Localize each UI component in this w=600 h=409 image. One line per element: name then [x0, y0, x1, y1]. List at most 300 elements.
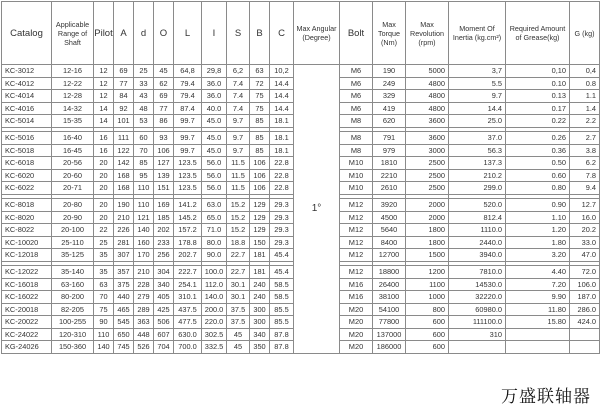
spec-cell: 9.7: [227, 115, 250, 128]
spec-cell: 25-110: [52, 236, 94, 249]
header-moment-of-inertia: Moment Of Inertia (kg.cm²): [449, 2, 506, 65]
spec-cell: 15-35: [52, 115, 94, 128]
max-angle-cell: 1°: [294, 65, 340, 354]
header-max-torque: Max Torque (Nm): [373, 2, 406, 65]
spec-cell: 1000: [406, 291, 449, 304]
spec-cell: 437.5: [174, 303, 202, 316]
spec-cell: 286.0: [570, 303, 600, 316]
spec-cell: M10: [340, 169, 373, 182]
spec-cell: 202.7: [174, 249, 202, 262]
spec-cell: 100-255: [52, 316, 94, 329]
catalog-cell: KC-4014: [2, 90, 52, 103]
spec-cell: 86: [154, 115, 174, 128]
catalog-cell: KC-4012: [2, 77, 52, 90]
spec-cell: 80-200: [52, 291, 94, 304]
spec-cell: 77: [154, 102, 174, 115]
spec-cell: 2440.0: [449, 236, 506, 249]
spec-cell: 56.0: [202, 157, 227, 170]
spec-cell: 85: [250, 144, 270, 157]
spec-cell: 53: [134, 115, 154, 128]
spec-cell: 90.0: [202, 249, 227, 262]
spec-cell: 190: [373, 65, 406, 78]
spec-cell: 123.5: [174, 182, 202, 195]
spec-cell: 129: [250, 224, 270, 237]
spec-cell: 9.90: [506, 291, 570, 304]
spec-cell: 0.80: [506, 182, 570, 195]
spec-cell: 440: [114, 291, 134, 304]
spec-cell: 2500: [406, 169, 449, 182]
spec-cell: 70: [94, 291, 114, 304]
spec-cell: 36.0: [202, 77, 227, 90]
spec-cell: 25.0: [449, 115, 506, 128]
spec-cell: 75: [250, 90, 270, 103]
spec-cell: 47.0: [570, 249, 600, 262]
spec-cell: 350: [250, 341, 270, 354]
spec-cell: 75: [250, 102, 270, 115]
spec-cell: 2500: [406, 182, 449, 195]
spec-cell: 20-60: [52, 169, 94, 182]
spec-cell: 40.0: [202, 102, 227, 115]
spec-cell: 82-205: [52, 303, 94, 316]
spec-cell: 3,7: [449, 65, 506, 78]
spec-cell: 22.8: [270, 182, 294, 195]
spec-cell: 233: [154, 236, 174, 249]
spec-cell: M16: [340, 278, 373, 291]
spec-cell: 62: [154, 77, 174, 90]
spec-cell: 45.4: [270, 249, 294, 262]
spec-cell: 302.5: [202, 328, 227, 341]
spec-cell: 137000: [373, 328, 406, 341]
coupling-spec-table: [1, 1, 600, 354]
spec-cell: 3000: [406, 144, 449, 157]
spec-cell: 87.4: [174, 102, 202, 115]
spec-cell: 650: [114, 328, 134, 341]
spec-cell: 340: [250, 328, 270, 341]
spec-cell: 185: [154, 211, 174, 224]
spec-cell: 181: [250, 265, 270, 278]
spec-cell: M6: [340, 90, 373, 103]
spec-cell: 7.8: [570, 169, 600, 182]
spec-cell: 12: [94, 77, 114, 90]
spec-cell: 45.0: [202, 131, 227, 144]
spec-cell: M20: [340, 341, 373, 354]
spec-cell: 145.2: [174, 211, 202, 224]
spec-cell: 56.3: [449, 144, 506, 157]
spec-cell: 22.7: [227, 265, 250, 278]
spec-cell: 256: [154, 249, 174, 262]
spec-cell: 210: [134, 265, 154, 278]
spec-cell: 254.1: [174, 278, 202, 291]
catalog-cell: KC-8018: [2, 198, 52, 211]
spec-cell: 18.1: [270, 144, 294, 157]
spec-cell: 375: [114, 278, 134, 291]
spec-cell: 85: [250, 131, 270, 144]
spec-cell: 140.0: [202, 291, 227, 304]
spec-cell: 332.5: [202, 341, 227, 354]
spec-cell: 1110.0: [449, 224, 506, 237]
spec-cell: 151: [154, 182, 174, 195]
spec-cell: 0.60: [506, 169, 570, 182]
spec-cell: 12700: [373, 249, 406, 262]
spec-cell: 630.0: [174, 328, 202, 341]
spec-cell: 12.7: [570, 198, 600, 211]
spec-cell: [506, 328, 570, 341]
spec-cell: 45: [227, 341, 250, 354]
spec-cell: 112.0: [202, 278, 227, 291]
spec-cell: 25: [134, 65, 154, 78]
spec-cell: 11.5: [227, 169, 250, 182]
spec-cell: 11.80: [506, 303, 570, 316]
spec-cell: 170: [134, 249, 154, 262]
spec-cell: 25: [94, 236, 114, 249]
spec-cell: 300: [250, 303, 270, 316]
catalog-cell: KC-6020: [2, 169, 52, 182]
spec-cell: 33: [134, 77, 154, 90]
spec-cell: 77: [114, 77, 134, 90]
spec-cell: 20-100: [52, 224, 94, 237]
header-c: C: [270, 2, 294, 65]
spec-cell: 120-310: [52, 328, 94, 341]
spec-cell: 20-90: [52, 211, 94, 224]
spec-cell: M12: [340, 198, 373, 211]
spec-cell: 5640: [373, 224, 406, 237]
spec-cell: 63-160: [52, 278, 94, 291]
spec-cell: 80.0: [202, 236, 227, 249]
spec-cell: 15.2: [227, 198, 250, 211]
spec-cell: M12: [340, 249, 373, 262]
spec-cell: 405: [154, 291, 174, 304]
spec-cell: 6,2: [227, 65, 250, 78]
spec-cell: 745: [114, 341, 134, 354]
spec-cell: 704: [154, 341, 174, 354]
spec-cell: 9.7: [227, 144, 250, 157]
spec-cell: [570, 341, 600, 354]
spec-cell: 7.4: [227, 102, 250, 115]
spec-cell: 37.5: [227, 303, 250, 316]
spec-cell: 15.2: [227, 211, 250, 224]
spec-cell: 37.5: [227, 316, 250, 329]
spec-cell: 137.3: [449, 157, 506, 170]
spec-cell: 7.20: [506, 278, 570, 291]
spec-cell: 600: [406, 328, 449, 341]
spec-cell: 14-32: [52, 102, 94, 115]
spec-cell: 1500: [406, 249, 449, 262]
spec-cell: 12-28: [52, 90, 94, 103]
spec-cell: M12: [340, 265, 373, 278]
spec-cell: M6: [340, 65, 373, 78]
spec-cell: 16-40: [52, 131, 94, 144]
spec-cell: 2210: [373, 169, 406, 182]
spec-cell: 100.0: [202, 265, 227, 278]
spec-cell: 65.0: [202, 211, 227, 224]
spec-cell: 26400: [373, 278, 406, 291]
spec-cell: 4.40: [506, 265, 570, 278]
spec-cell: 16-45: [52, 144, 94, 157]
spec-cell: 20: [94, 211, 114, 224]
catalog-cell: KC-6018: [2, 157, 52, 170]
catalog-cell: KC-20022: [2, 316, 52, 329]
spec-cell: 63: [250, 65, 270, 78]
spec-cell: 812.4: [449, 211, 506, 224]
spec-cell: 77800: [373, 316, 406, 329]
spec-cell: 281: [114, 236, 134, 249]
spec-cell: 2000: [406, 211, 449, 224]
spec-cell: 3.8: [570, 144, 600, 157]
spec-cell: 600: [406, 316, 449, 329]
spec-cell: 425: [154, 303, 174, 316]
spec-cell: 222.7: [174, 265, 202, 278]
spec-cell: 249: [373, 77, 406, 90]
spec-cell: 979: [373, 144, 406, 157]
spec-cell: 29.3: [270, 198, 294, 211]
catalog-cell: KC-5016: [2, 131, 52, 144]
catalog-cell: KC-5014: [2, 115, 52, 128]
catalog-cell: KG-24026: [2, 341, 52, 354]
catalog-cell: KC-20018: [2, 303, 52, 316]
spec-cell: 15.2: [227, 224, 250, 237]
spec-cell: 93: [154, 131, 174, 144]
spec-cell: 168: [114, 169, 134, 182]
spec-cell: M12: [340, 224, 373, 237]
spec-cell: 110: [134, 182, 154, 195]
spec-cell: 14: [94, 102, 114, 115]
spec-cell: 5.5: [449, 77, 506, 90]
spec-cell: 20-71: [52, 182, 94, 195]
spec-cell: 2610: [373, 182, 406, 195]
spec-cell: 16.0: [570, 211, 600, 224]
spec-cell: 79.4: [174, 90, 202, 103]
spec-cell: 122: [114, 144, 134, 157]
spec-cell: 111100.0: [449, 316, 506, 329]
watermark-text: 万盛联轴器: [498, 382, 594, 407]
spec-cell: 0.90: [506, 198, 570, 211]
spec-cell: 210.2: [449, 169, 506, 182]
spec-cell: 340: [154, 278, 174, 291]
spec-cell: 32220.0: [449, 291, 506, 304]
table-body: [2, 65, 600, 354]
spec-cell: 3940.0: [449, 249, 506, 262]
spec-cell: 2.2: [570, 115, 600, 128]
spec-cell: 10,2: [270, 65, 294, 78]
spec-cell: 5000: [406, 65, 449, 78]
spec-cell: 99.7: [174, 144, 202, 157]
catalog-cell: KC-16018: [2, 278, 52, 291]
spec-cell: 71.0: [202, 224, 227, 237]
spec-cell: 1.1: [570, 90, 600, 103]
spec-cell: 45.0: [202, 115, 227, 128]
spec-cell: 85: [134, 157, 154, 170]
spec-cell: 35-125: [52, 249, 94, 262]
catalog-cell: KC-8022: [2, 224, 52, 237]
spec-cell: 1.10: [506, 211, 570, 224]
spec-cell: 15.80: [506, 316, 570, 329]
spec-cell: 7.4: [227, 77, 250, 90]
spec-cell: 12: [94, 65, 114, 78]
spec-cell: 45.0: [202, 144, 227, 157]
spec-cell: 8400: [373, 236, 406, 249]
spec-cell: 140: [94, 341, 114, 354]
spec-cell: 33.0: [570, 236, 600, 249]
spec-cell: 85.5: [270, 316, 294, 329]
spec-cell: 72.0: [570, 265, 600, 278]
spec-cell: 64,8: [174, 65, 202, 78]
spec-cell: 99.7: [174, 131, 202, 144]
spec-cell: 106.0: [570, 278, 600, 291]
spec-cell: 1810: [373, 157, 406, 170]
spec-cell: 307: [114, 249, 134, 262]
spec-cell: 7810.0: [449, 265, 506, 278]
spec-cell: 14.4: [270, 77, 294, 90]
spec-cell: 45: [227, 328, 250, 341]
spec-cell: 12-16: [52, 65, 94, 78]
spec-cell: 56.0: [202, 169, 227, 182]
spec-cell: 99.7: [174, 115, 202, 128]
spec-cell: M10: [340, 182, 373, 195]
spec-cell: 0.22: [506, 115, 570, 128]
spec-cell: 310.1: [174, 291, 202, 304]
spec-cell: 228: [134, 278, 154, 291]
spec-cell: 424.0: [570, 316, 600, 329]
spec-cell: 142: [114, 157, 134, 170]
spec-cell: 187.0: [570, 291, 600, 304]
spec-cell: 1800: [406, 224, 449, 237]
spec-cell: 106: [250, 182, 270, 195]
table-row: [2, 65, 600, 78]
header-d: d: [134, 2, 154, 65]
spec-cell: 79.4: [174, 77, 202, 90]
spec-cell: 106: [250, 157, 270, 170]
spec-cell: 9.7: [449, 90, 506, 103]
spec-cell: 0.36: [506, 144, 570, 157]
spec-cell: 0.8: [570, 77, 600, 90]
header-a: A: [114, 2, 134, 65]
spec-cell: 20: [94, 169, 114, 182]
spec-cell: 3.20: [506, 249, 570, 262]
spec-cell: 168: [114, 182, 134, 195]
spec-cell: 800: [406, 303, 449, 316]
spec-cell: 35: [94, 265, 114, 278]
spec-cell: 63: [94, 278, 114, 291]
header-i: I: [202, 2, 227, 65]
spec-cell: 11.5: [227, 182, 250, 195]
spec-cell: 0.50: [506, 157, 570, 170]
spec-cell: 72: [250, 77, 270, 90]
spec-cell: 84: [114, 90, 134, 103]
spec-cell: 150: [250, 236, 270, 249]
spec-cell: 6.2: [570, 157, 600, 170]
spec-cell: 29.3: [270, 236, 294, 249]
spec-cell: 20-56: [52, 157, 94, 170]
spec-cell: 111: [114, 131, 134, 144]
spec-cell: 2.7: [570, 131, 600, 144]
spec-cell: 329: [373, 90, 406, 103]
header-s: S: [227, 2, 250, 65]
spec-cell: M6: [340, 77, 373, 90]
spec-cell: 45.4: [270, 265, 294, 278]
catalog-cell: KC-24022: [2, 328, 52, 341]
spec-cell: 190: [114, 198, 134, 211]
catalog-cell: KC-5018: [2, 144, 52, 157]
spec-cell: 620: [373, 115, 406, 128]
spec-cell: 60980.0: [449, 303, 506, 316]
spec-cell: 63.0: [202, 198, 227, 211]
spec-cell: 0.13: [506, 90, 570, 103]
spec-cell: M8: [340, 131, 373, 144]
spec-cell: 226: [114, 224, 134, 237]
spec-cell: 419: [373, 102, 406, 115]
spec-cell: 75: [94, 303, 114, 316]
spec-cell: 30.1: [227, 291, 250, 304]
spec-cell: 35-140: [52, 265, 94, 278]
spec-cell: 18.8: [227, 236, 250, 249]
spec-cell: 22.7: [227, 249, 250, 262]
catalog-cell: KC-6022: [2, 182, 52, 195]
spec-cell: 181: [250, 249, 270, 262]
spec-cell: 29,8: [202, 65, 227, 78]
spec-cell: 35: [94, 249, 114, 262]
header-weight: G (kg): [570, 2, 600, 65]
spec-cell: 129: [250, 198, 270, 211]
header-shaft-range: Applicable Range of Shaft: [52, 2, 94, 65]
catalog-cell: KC-12018: [2, 249, 52, 262]
spec-cell: 22: [94, 224, 114, 237]
spec-cell: 45: [154, 65, 174, 78]
spec-cell: 186000: [373, 341, 406, 354]
spec-cell: 141.2: [174, 198, 202, 211]
spec-cell: 2500: [406, 157, 449, 170]
spec-cell: [449, 341, 506, 354]
spec-cell: 506: [154, 316, 174, 329]
spec-cell: 18800: [373, 265, 406, 278]
spec-cell: 4800: [406, 102, 449, 115]
spec-cell: 87.8: [270, 328, 294, 341]
spec-cell: 110: [94, 328, 114, 341]
spec-cell: 140: [134, 224, 154, 237]
spec-cell: 178.8: [174, 236, 202, 249]
spec-cell: 9.7: [227, 131, 250, 144]
header-row: [2, 2, 600, 65]
spec-cell: M8: [340, 115, 373, 128]
catalog-cell: KC-3012: [2, 65, 52, 78]
header-o: O: [154, 2, 174, 65]
spec-cell: 12-22: [52, 77, 94, 90]
spec-cell: 2000: [406, 198, 449, 211]
header-grease-amount: Required Amount of Grease(kg): [506, 2, 570, 65]
spec-cell: M6: [340, 102, 373, 115]
spec-cell: 448: [134, 328, 154, 341]
spec-cell: 526: [134, 341, 154, 354]
spec-cell: 95: [134, 169, 154, 182]
spec-cell: 4500: [373, 211, 406, 224]
catalog-cell: KC-16022: [2, 291, 52, 304]
spec-cell: 9.4: [570, 182, 600, 195]
spec-cell: 279: [134, 291, 154, 304]
spec-cell: 200.0: [202, 303, 227, 316]
spec-cell: 14.4: [449, 102, 506, 115]
spec-cell: 169: [154, 198, 174, 211]
spec-cell: 477.5: [174, 316, 202, 329]
spec-cell: 11.5: [227, 157, 250, 170]
spec-cell: 157.2: [174, 224, 202, 237]
spec-cell: 18.1: [270, 131, 294, 144]
spec-cell: M12: [340, 236, 373, 249]
spec-cell: 14530.0: [449, 278, 506, 291]
spec-cell: 300: [250, 316, 270, 329]
catalog-cell: KC-8020: [2, 211, 52, 224]
spec-cell: 20-80: [52, 198, 94, 211]
spec-cell: 14.4: [270, 102, 294, 115]
spec-cell: 22.8: [270, 169, 294, 182]
